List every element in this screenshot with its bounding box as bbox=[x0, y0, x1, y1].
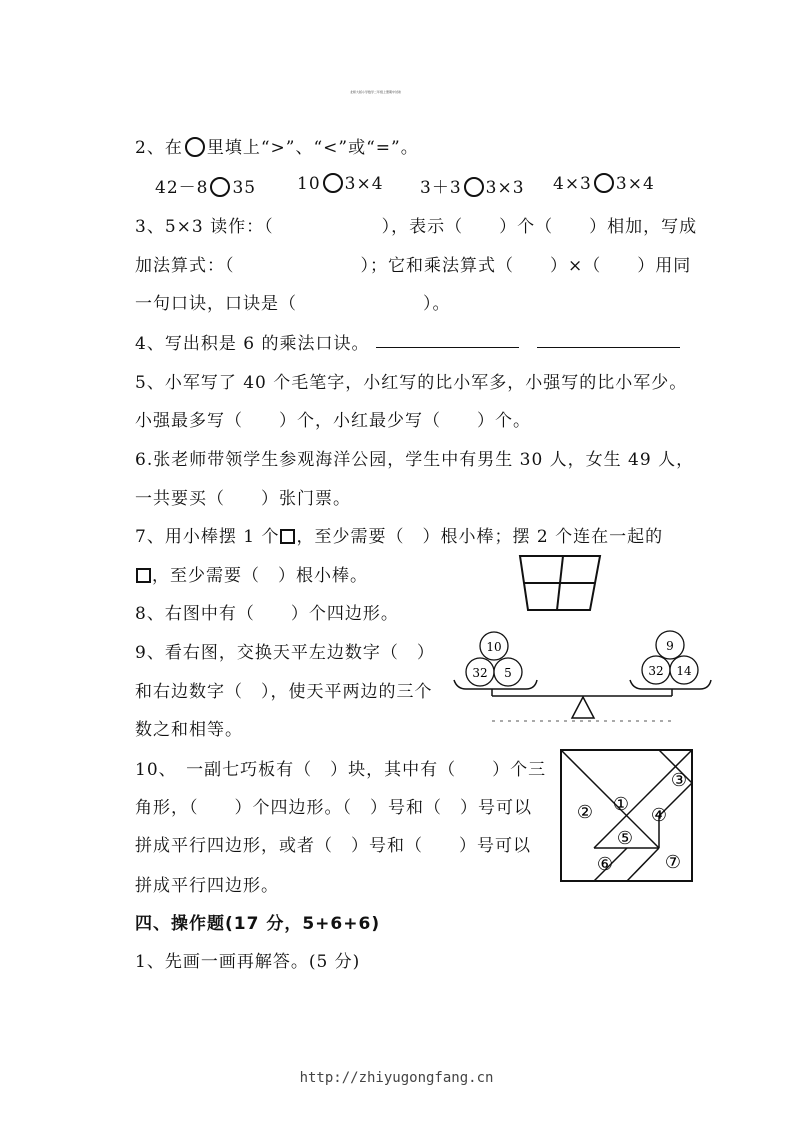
q4-answer-line-1[interactable] bbox=[376, 347, 519, 348]
operation-1-text: 1、先画一画再解答。(5 分) bbox=[135, 952, 361, 972]
q5-line-2: 小强最多写（ ）个，小红最少写（ ）个。 bbox=[135, 411, 531, 431]
q3-line-1: 3、5×3 读作：（ ），表示（ ）个（ ）相加，写成 bbox=[135, 217, 698, 237]
q7-line-1 bbox=[135, 522, 663, 547]
q9-line-1: 9、看右图，交换天平左边数字（ ） bbox=[135, 643, 435, 663]
q10-line-1: 10、 一副七巧板有（ ）块，其中有（ ）个三 bbox=[135, 760, 547, 780]
q2-item-3-right: 3×3 bbox=[485, 178, 525, 198]
q2-item-2-left: 10 bbox=[297, 174, 321, 194]
section-4-title: 四、操作题(17 分，5+6+6) bbox=[135, 914, 381, 934]
tangram-label-2: ② bbox=[576, 802, 594, 823]
q2-item-2 bbox=[297, 173, 384, 194]
q2-item-4 bbox=[553, 173, 655, 194]
fulcrum-icon bbox=[572, 697, 594, 718]
square-icon bbox=[280, 529, 295, 544]
q10-line-4: 拼成平行四边形。 bbox=[135, 876, 279, 896]
q3-line-2: 加法算式：（ ）；它和乘法算式（ ）×（ ）用同 bbox=[135, 256, 692, 276]
left-bottom-right-number: 5 bbox=[504, 666, 512, 680]
q7-line-1b: ，至少需要（ ）根小棒；摆 2 个连在一起的 bbox=[296, 527, 664, 547]
right-bottom-left-number: 32 bbox=[648, 664, 664, 678]
tangram-label-3: ③ bbox=[670, 770, 688, 791]
answer-circle-icon[interactable] bbox=[210, 177, 230, 197]
page-header-tiny: 北师大版小学数学二年级上册期中试卷 bbox=[350, 90, 402, 94]
tangram-label-5: ⑤ bbox=[616, 828, 634, 849]
q2-item-3 bbox=[420, 173, 525, 198]
q10-line-3: 拼成平行四边形，或者（ ）号和（ ）号可以 bbox=[135, 836, 531, 856]
tangram-label-1: ① bbox=[612, 794, 630, 815]
quadrilateral-figure bbox=[515, 552, 605, 614]
right-top-number: 9 bbox=[666, 639, 674, 653]
q2-item-3-left: 3＋3 bbox=[420, 178, 462, 198]
left-top-number: 10 bbox=[486, 640, 502, 654]
q2-prefix: 2、在 bbox=[135, 138, 183, 158]
q2-item-1 bbox=[155, 173, 256, 198]
balance-scale-figure bbox=[452, 628, 714, 722]
left-pan bbox=[454, 680, 537, 689]
q7-line-2 bbox=[135, 561, 368, 586]
q2-item-2-right: 3×4 bbox=[344, 174, 384, 194]
tangram-label-6: ⑥ bbox=[596, 854, 614, 875]
q4-text: 4、写出积是 6 的乘法口诀。 bbox=[135, 334, 370, 354]
q7-line-1a: 7、用小棒摆 1 个 bbox=[135, 527, 280, 547]
blank-circle-icon bbox=[185, 137, 205, 157]
q7-line-2-text: ，至少需要（ ）根小棒。 bbox=[152, 566, 368, 586]
tangram-label-4: ④ bbox=[650, 805, 668, 826]
question-2-prompt bbox=[135, 133, 419, 158]
q5-line-1: 5、小军写了 40 个毛笔字，小红写的比小军多，小强写的比小军少。 bbox=[135, 373, 688, 393]
left-bottom-left-number: 32 bbox=[472, 666, 488, 680]
tangram-label-7: ⑦ bbox=[664, 852, 682, 873]
q2-item-1-right: 35 bbox=[232, 178, 257, 198]
q2-item-1-left: 42－8 bbox=[155, 178, 209, 198]
q10-line-2: 角形，（ ）个四边形。（ ）号和（ ）号可以 bbox=[135, 798, 532, 818]
q6-line-1: 6.张老师带领学生参观海洋公园，学生中有男生 30 人，女生 49 人， bbox=[135, 450, 695, 470]
answer-circle-icon[interactable] bbox=[464, 177, 484, 197]
q6-line-2: 一共要买（ ）张门票。 bbox=[135, 489, 351, 509]
q3-line-3: 一句口诀，口诀是（ ）。 bbox=[135, 294, 451, 314]
q2-suffix: 里填上“>”、“<”或“=”。 bbox=[206, 138, 419, 158]
q9-line-3: 数之和相等。 bbox=[135, 720, 243, 740]
q8-text: 8、右图中有（ ）个四边形。 bbox=[135, 604, 399, 624]
q2-item-4-left: 4×3 bbox=[553, 174, 592, 194]
footer-url[interactable]: http://zhiyugongfang.cn bbox=[299, 1070, 494, 1086]
q4-answer-line-2[interactable] bbox=[537, 347, 680, 348]
right-bottom-right-number: 14 bbox=[676, 664, 692, 678]
tangram-figure bbox=[559, 748, 695, 884]
answer-circle-icon[interactable] bbox=[323, 173, 343, 193]
q9-line-2: 和右边数字（ ），使天平两边的三个 bbox=[135, 682, 433, 702]
q2-item-4-right: 3×4 bbox=[615, 174, 655, 194]
answer-circle-icon[interactable] bbox=[594, 173, 614, 193]
square-icon bbox=[136, 568, 151, 583]
right-pan bbox=[630, 680, 711, 689]
